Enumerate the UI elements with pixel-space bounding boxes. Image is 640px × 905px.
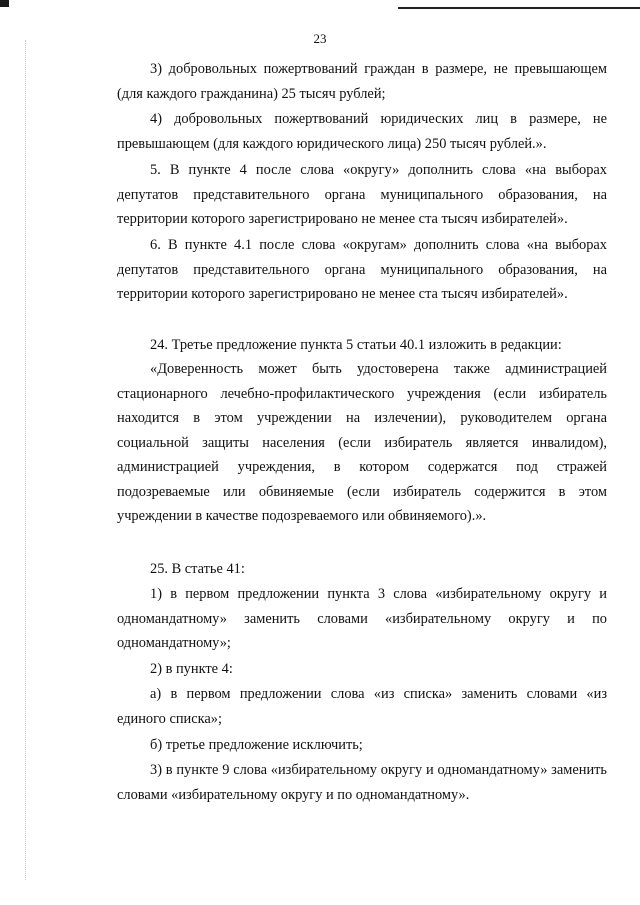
paragraph-item-5: 5. В пункте 4 после слова «округу» дополнить слова «на выборах депутатов представительного органа муниципального образования, на территории которого зарегистрировано не менее ста тысяч избирателей».	[117, 162, 607, 227]
header-rule	[398, 7, 640, 9]
paragraph-item-25: 25. В статье 41:	[150, 561, 245, 577]
paragraph-power-of-attorney-quote: «Доверенность может быть удостоверена также администрацией стационарного лечебно-профилактического учреждения (если избиратель находится в этом учреждении на излечении), руководителем органа социальной защиты населения (если избиратель является инвалидом), администрацией учреждения, в котором содержатся под стражей подозреваемые или обвиняемые (если избиратель содержится в этом учреждении в качестве подозреваемого или обвиняемого).».	[117, 361, 607, 524]
scan-corner-mark	[0, 0, 9, 7]
paragraph-subitem-2b: б) третье предложение исключить;	[150, 737, 363, 753]
paragraph-item-6: 6. В пункте 4.1 после слова «округам» дополнить слова «на выборах депутатов представительного органа муниципального образования, на территории которого зарегистрировано не менее ста тысяч избирателей».	[117, 237, 607, 302]
paragraph-subitem-2: 2) в пункте 4:	[150, 661, 233, 677]
page-number: 23	[313, 31, 327, 46]
paragraph-subitem-3: 3) в пункте 9 слова «избирательному округу и одномандатному» заменить словами «избирательному округу и по одномандатному».	[117, 762, 607, 803]
paragraph-item-24: 24. Третье предложение пункта 5 статьи 40.1 изложить в редакции:	[150, 337, 562, 353]
paragraph-subitem-2a: а) в первом предложении слова «из списка» заменить словами «из единого списка»;	[117, 686, 607, 727]
paragraph-donations-citizens: 3) добровольных пожертвований граждан в размере, не превышающем (для каждого гражданина) 25 тысяч рублей;	[117, 61, 607, 102]
paragraph-subitem-1: 1) в первом предложении пункта 3 слова «избирательному округу и одномандатному» заменить словами «избирательному округу и по одномандатному»;	[117, 586, 607, 651]
binding-margin-dots	[25, 40, 27, 880]
paragraph-donations-legal-entities: 4) добровольных пожертвований юридических лиц в размере, не превышающем (для каждого юридического лица) 250 тысяч рублей.».	[117, 111, 607, 152]
